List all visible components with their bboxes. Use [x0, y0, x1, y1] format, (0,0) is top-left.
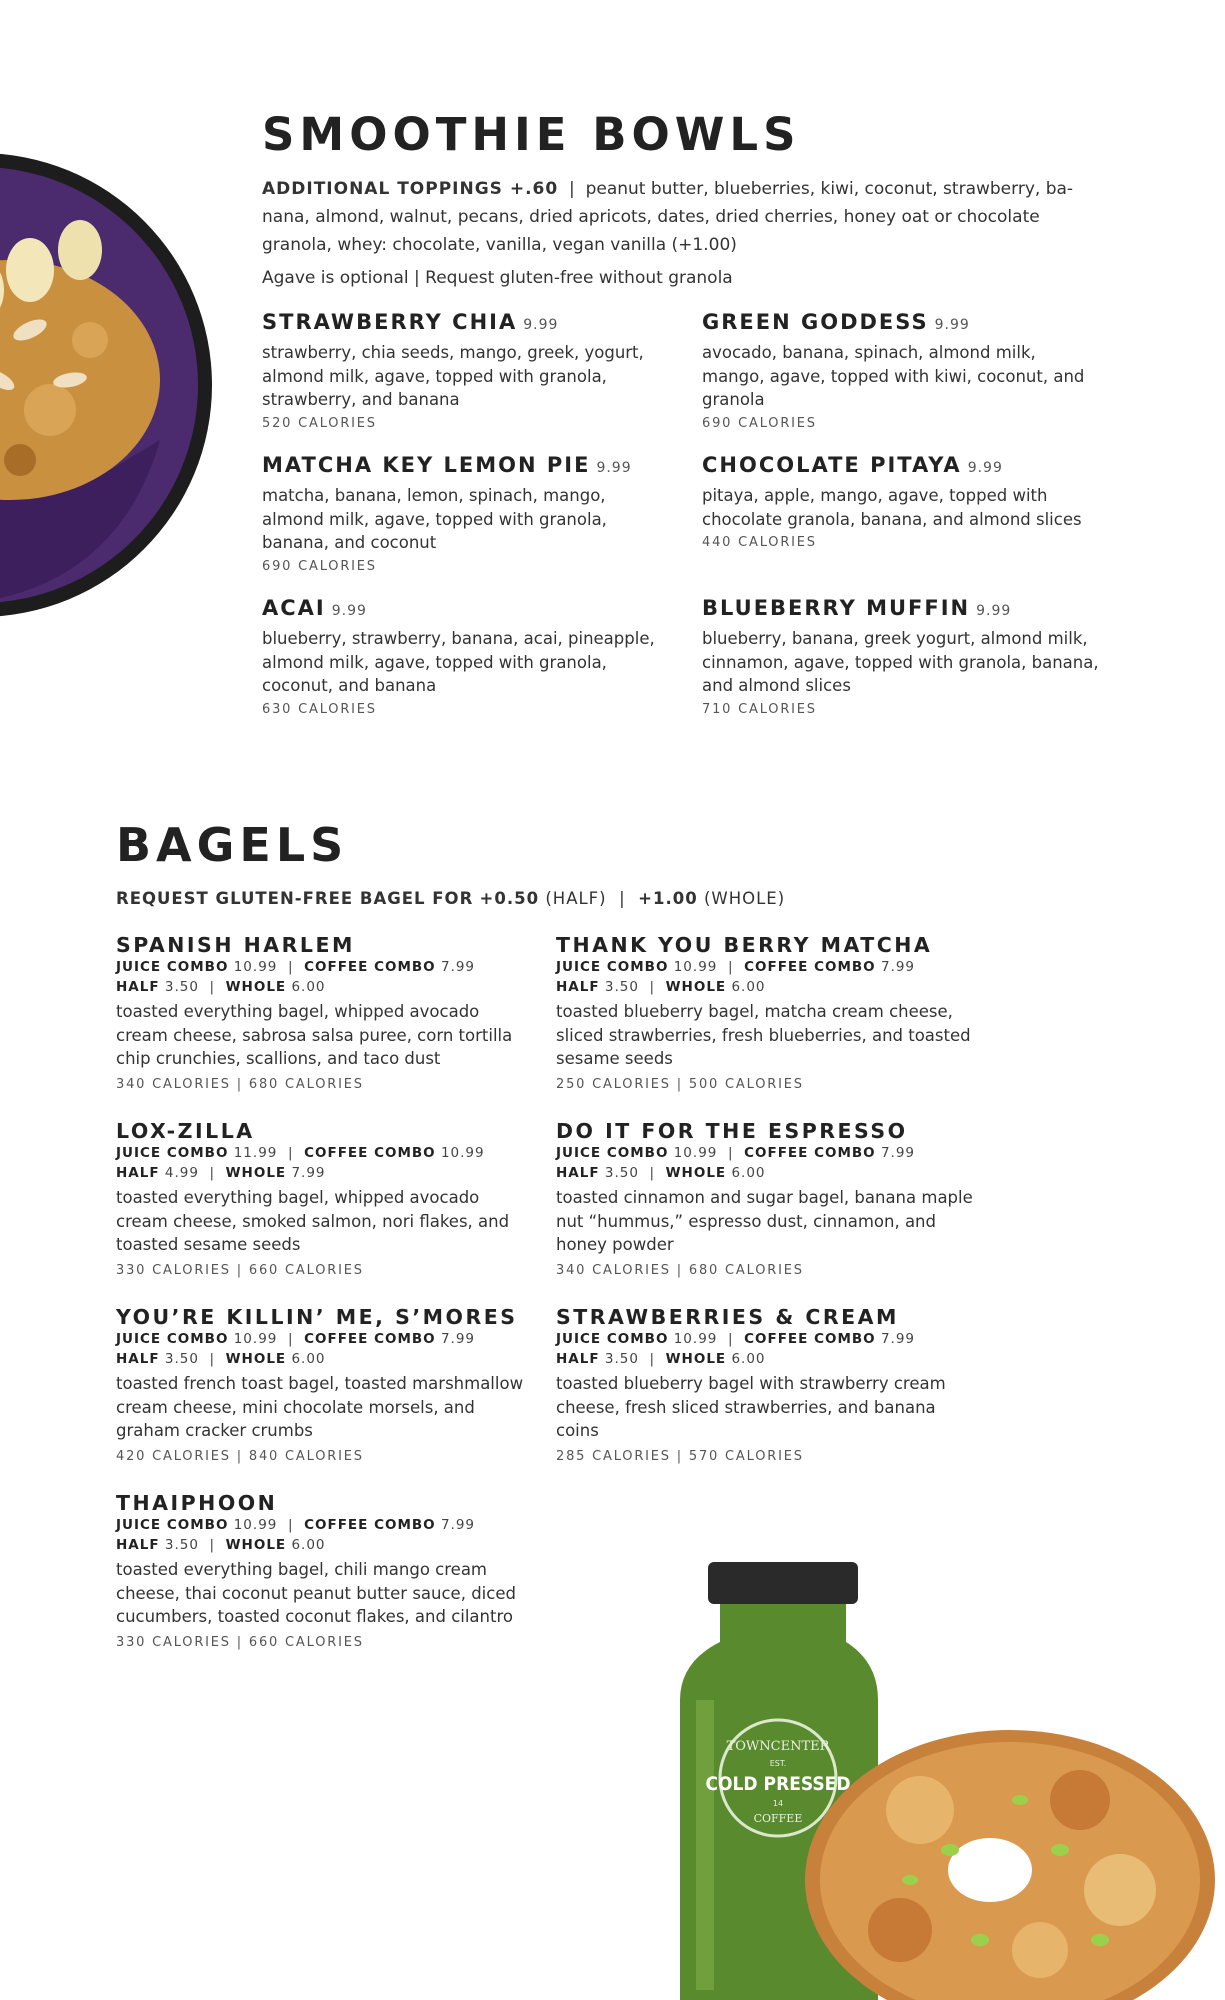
item-calories: 285 CALORIES | 570 CALORIES	[556, 1448, 804, 1464]
menu-item-matcha-key-lemon-pie	[262, 451, 662, 574]
item-description: toasted blueberry bagel with strawberry cream cheese, fresh sliced strawberries, and banana coins	[556, 1374, 946, 1440]
bottle-label-year: 14	[772, 1799, 784, 1808]
item-description: toasted everything bagel, whipped avocado cream cheese, smoked salmon, nori flakes, and toasted sesame seeds	[116, 1188, 510, 1254]
menu-item-thaiphoon	[116, 1490, 536, 1650]
item-name: ACAI 9.99	[262, 596, 367, 620]
bottle-label-est: EST.	[769, 1759, 787, 1768]
item-name: THAIPHOON	[116, 1491, 278, 1515]
smoothie-bowl-image	[0, 140, 240, 630]
item-description: toasted blueberry bagel, matcha cream cheese, sliced strawberries, fresh blueberries, and toasted sesame seeds	[556, 1002, 971, 1068]
bottle-label-arc-bottom: COFFEE	[753, 1812, 803, 1825]
menu-item-green-goddess	[702, 308, 1102, 431]
item-name: CHOCOLATE PITAYA 9.99	[702, 453, 1003, 477]
item-description: toasted french toast bagel, toasted marshmallow cream cheese, mini chocolate morsels, and graham cracker crumbs	[116, 1374, 524, 1440]
item-description: avocado, banana, spinach, almond milk, mango, agave, topped with kiwi, coconut, and granola	[702, 343, 1085, 409]
size-prices: HALF 3.50 | WHOLE 6.00	[116, 978, 326, 995]
bagels-title: BAGELS	[116, 818, 349, 872]
menu-item-lox-zilla	[116, 1118, 536, 1278]
combo-prices: JUICE COMBO 10.99 | COFFEE COMBO 7.99	[556, 1145, 916, 1161]
item-name: MATCHA KEY LEMON PIE 9.99	[262, 453, 632, 477]
item-name: STRAWBERRY CHIA 9.99	[262, 310, 559, 334]
item-calories: 420 CALORIES | 840 CALORIES	[116, 1448, 364, 1464]
item-calories: 250 CALORIES | 500 CALORIES	[556, 1076, 804, 1092]
bottle-label-main: COLD PRESSED	[705, 1773, 851, 1795]
menu-item-strawberries-and-cream	[556, 1304, 976, 1464]
size-prices: HALF 3.50 | WHOLE 6.00	[556, 1164, 766, 1181]
item-price: 9.99	[934, 317, 970, 333]
item-description: blueberry, banana, greek yogurt, almond milk, cinnamon, agave, topped with granola, banana, and almond slices	[702, 629, 1099, 695]
combo-prices: JUICE COMBO 10.99 | COFFEE COMBO 7.99	[556, 1331, 916, 1347]
item-calories: 520 CALORIES	[262, 415, 377, 431]
menu-item-spanish-harlem	[116, 932, 536, 1092]
item-name: DO IT FOR THE ESPRESSO	[556, 1119, 908, 1143]
item-name: STRAWBERRIES & CREAM	[556, 1305, 899, 1329]
item-price: 9.99	[331, 603, 367, 619]
menu-item-do-it-for-the-espresso	[556, 1118, 976, 1278]
bottle-label-arc-top: TOWNCENTER	[726, 1739, 830, 1754]
juice-bottle-and-bagel-image	[650, 1550, 1225, 2000]
menu-item-thank-you-berry-matcha	[556, 932, 976, 1092]
item-name: BLUEBERRY MUFFIN 9.99	[702, 596, 1012, 620]
item-calories: 340 CALORIES | 680 CALORIES	[556, 1262, 804, 1278]
bagel-hole	[948, 1838, 1032, 1902]
item-description: toasted everything bagel, chili mango cream cheese, thai coconut peanut butter sauce, diced cucumbers, toasted coconut flakes, and cilantro	[116, 1560, 516, 1626]
size-prices: HALF 4.99 | WHOLE 7.99	[116, 1164, 326, 1181]
item-description: matcha, banana, lemon, spinach, mango, almond milk, agave, topped with granola, banana, and coconut	[262, 486, 607, 552]
size-prices: HALF 3.50 | WHOLE 6.00	[556, 978, 766, 995]
item-description: toasted everything bagel, whipped avocado cream cheese, sabrosa salsa puree, corn tortilla chip crunchies, scallions, and taco dust	[116, 1002, 513, 1068]
item-description: pitaya, apple, mango, agave, topped with chocolate granola, banana, and almond slices	[702, 486, 1082, 529]
separator: |	[563, 179, 581, 199]
item-description: toasted cinnamon and sugar bagel, banana maple nut “hummus,” espresso dust, cinnamon, and honey powder	[556, 1188, 973, 1254]
item-description: blueberry, strawberry, banana, acai, pineapple, almond milk, agave, topped with granola, coconut, and banana	[262, 629, 655, 695]
additional-toppings	[262, 175, 1092, 259]
smoothie-bowls-title: SMOOTHIE BOWLS	[262, 108, 801, 161]
item-name: LOX-ZILLA	[116, 1119, 255, 1143]
menu-item-strawberry-chia	[262, 308, 662, 431]
item-calories: 440 CALORIES	[702, 535, 817, 550]
item-name: SPANISH HARLEM	[116, 933, 355, 957]
item-calories: 630 CALORIES	[262, 701, 377, 717]
size-prices: HALF 3.50 | WHOLE 6.00	[116, 1536, 326, 1553]
item-calories: 690 CALORIES	[702, 415, 817, 431]
combo-prices: JUICE COMBO 10.99 | COFFEE COMBO 7.99	[116, 1517, 476, 1533]
bottle-cap	[708, 1562, 858, 1604]
toppings-label: ADDITIONAL TOPPINGS +.60	[262, 179, 559, 199]
item-price: 9.99	[596, 460, 632, 476]
item-price: 9.99	[523, 317, 559, 333]
menu-item-blueberry-muffin	[702, 594, 1102, 717]
item-calories: 330 CALORIES | 660 CALORIES	[116, 1262, 364, 1278]
item-price: 9.99	[967, 460, 1003, 476]
item-name: YOU’RE KILLIN’ ME, S’MORES	[116, 1305, 518, 1329]
item-calories: 690 CALORIES	[262, 558, 377, 574]
menu-item-acai	[262, 594, 662, 717]
combo-prices: JUICE COMBO 10.99 | COFFEE COMBO 7.99	[116, 1331, 476, 1347]
agave-note: Agave is optional | Request gluten-free without granola	[262, 268, 733, 288]
menu-item-youre-killin-me-smores	[116, 1304, 536, 1464]
gluten-free-note: REQUEST GLUTEN-FREE BAGEL FOR +0.50 (HALF) | +1.00 (WHOLE)	[116, 889, 786, 908]
size-prices: HALF 3.50 | WHOLE 6.00	[556, 1350, 766, 1367]
item-calories: 710 CALORIES	[702, 701, 817, 717]
combo-prices: JUICE COMBO 10.99 | COFFEE COMBO 7.99	[116, 959, 476, 975]
item-calories: 330 CALORIES | 660 CALORIES	[116, 1634, 364, 1650]
menu-item-chocolate-pitaya	[702, 451, 1102, 550]
toppings-text: peanut butter, blueberries, kiwi, coconut, strawberry, ba-nana, almond, walnut, pecans, dried apricots, dates, dried cherries, honey oat or chocolate granola, whey: chocolate, vanilla, vegan vanilla (+1.00)	[262, 179, 1074, 255]
item-name: GREEN GODDESS 9.99	[702, 310, 970, 334]
item-description: strawberry, chia seeds, mango, greek, yogurt, almond milk, agave, topped with granola, strawberry, and banana	[262, 343, 644, 409]
item-name: THANK YOU BERRY MATCHA	[556, 933, 933, 957]
item-price: 9.99	[976, 603, 1012, 619]
combo-prices: JUICE COMBO 10.99 | COFFEE COMBO 7.99	[556, 959, 916, 975]
item-calories: 340 CALORIES | 680 CALORIES	[116, 1076, 364, 1092]
combo-prices: JUICE COMBO 11.99 | COFFEE COMBO 10.99	[116, 1145, 485, 1161]
size-prices: HALF 3.50 | WHOLE 6.00	[116, 1350, 326, 1367]
